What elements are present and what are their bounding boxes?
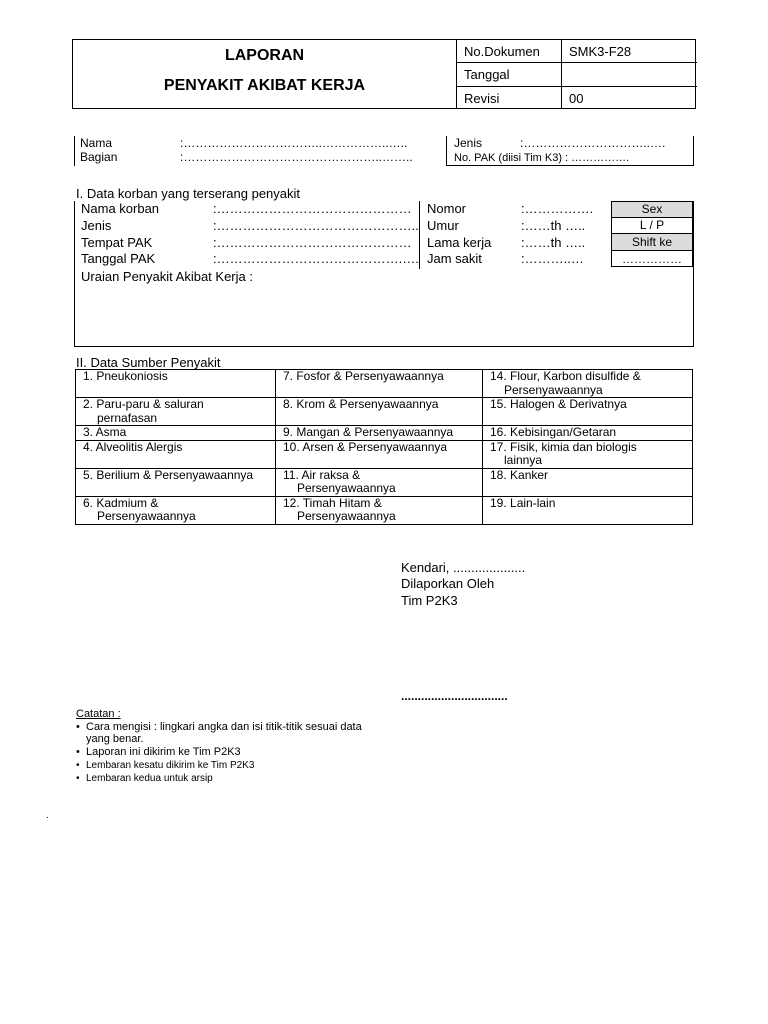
tanggal-pak-field[interactable]: :…………………………………….…. [213, 251, 419, 266]
nama-label: Nama [80, 136, 113, 150]
tanggal-label: Tanggal [464, 67, 510, 82]
table-row [76, 426, 693, 441]
table-cell[interactable]: 17. Fisik, kimia dan biologis lainnya [483, 440, 693, 468]
notes-title: Catatan : [76, 708, 121, 720]
note-item: • Cara mengisi : lingkari angka dan isi titik-titik sesuai data [86, 721, 362, 734]
reported-by-label: Dilaporkan Oleh [401, 576, 495, 591]
table-cell[interactable]: 10. Arsen & Persenyawaannya [276, 440, 483, 468]
stray-dot: . [46, 810, 49, 821]
revisi-value: 00 [569, 91, 584, 106]
disease-source-table [75, 369, 693, 525]
table-cell[interactable]: 4. Alveolitis Alergis [76, 440, 276, 468]
jam-sakit-label: Jam sakit [427, 251, 482, 266]
table-cell[interactable]: 19. Lain-lain [483, 496, 693, 524]
jenis-label: Jenis [454, 136, 483, 150]
umur-label: Umur [427, 218, 459, 233]
table-cell[interactable]: 5. Berilium & Persenyawaannya [76, 468, 276, 496]
note-item: • Laporan ini dikirim ke Tim P2K3 [86, 746, 241, 759]
note-item-continued: yang benar. [86, 733, 144, 745]
bagian-field[interactable]: :…………………………………………..…….. [180, 150, 413, 164]
lama-kerja-label: Lama kerja [427, 235, 492, 250]
table-cell[interactable]: 16. Kebisingan/Getaran [483, 426, 693, 441]
table-row [76, 440, 693, 468]
table-cell[interactable]: 8. Krom & Persenyawaannya [276, 398, 483, 426]
table-cell[interactable]: 9. Mangan & Persenyawaannya [276, 426, 483, 441]
revisi-label: Revisi [464, 91, 500, 106]
umur-field[interactable]: :……th ….. [521, 218, 586, 233]
table-row [76, 468, 693, 496]
team-label: Tim P2K3 [401, 593, 458, 608]
shift-label: Shift ke [612, 234, 692, 250]
note-item: • Lembaran kesatu dikirim ke Tim P2K3 [86, 760, 254, 772]
table-row [76, 496, 693, 524]
table-cell[interactable]: 7. Fosfor & Persenyawaannya [276, 370, 483, 398]
uraian-label: Uraian Penyakit Akibat Kerja : [81, 269, 253, 284]
no-pak-field[interactable]: No. PAK (diisi Tim K3) : ……………. [454, 152, 630, 164]
lama-kerja-field[interactable]: :……th ….. [521, 235, 586, 250]
jenis-field[interactable]: :…………………………..…. [520, 136, 666, 150]
jam-sakit-field[interactable]: :………..… [521, 251, 584, 266]
table-cell[interactable]: 18. Kanker [483, 468, 693, 496]
victim-data-box [74, 201, 694, 347]
jenis-korban-label: Jenis [81, 218, 112, 233]
nomor-field[interactable]: :……………. [521, 201, 594, 216]
sex-label: Sex [612, 202, 692, 217]
no-dokumen-value: SMK3-F28 [569, 44, 632, 59]
note-item: • Lembaran kedua untuk arsip [86, 773, 213, 785]
table-cell[interactable]: 6. Kadmium & Persenyawaannya [76, 496, 276, 524]
nama-korban-field[interactable]: :……………………………………… [213, 201, 412, 216]
jenis-korban-field[interactable]: :……………………………………….. [213, 218, 419, 233]
nomor-label: Nomor [427, 201, 467, 216]
document-header [72, 39, 696, 109]
table-cell[interactable]: 14. Flour, Karbon disulfide & Persenyawaannya [483, 370, 693, 398]
title-line2: PENYAKIT AKIBAT KERJA [163, 77, 366, 94]
title-line1: LAPORAN [224, 47, 305, 64]
place-date[interactable]: Kendari, .................... [401, 560, 526, 575]
tanggal-pak-label: Tanggal PAK [81, 251, 156, 266]
table-row [76, 398, 693, 426]
table-cell[interactable]: 2. Paru-paru & saluran pernafasan [76, 398, 276, 426]
table-cell[interactable]: 3. Asma [76, 426, 276, 441]
section1-heading: I. Data korban yang terserang penyakit [76, 186, 301, 201]
table-row [76, 370, 693, 398]
sex-shift-box [611, 201, 693, 267]
tempat-pak-label: Tempat PAK [81, 235, 153, 250]
signature-line[interactable]: ................................ [401, 689, 508, 703]
bagian-label: Bagian [80, 150, 118, 164]
table-cell[interactable]: 12. Timah Hitam & Persenyawaannya [276, 496, 483, 524]
table-cell[interactable]: 15. Halogen & Derivatnya [483, 398, 693, 426]
tempat-pak-field[interactable]: :……………………………………… [213, 235, 412, 250]
nama-field[interactable]: :……………………………..……………..….. [180, 136, 408, 150]
no-dokumen-label: No.Dokumen [464, 44, 540, 59]
table-cell[interactable]: 11. Air raksa & Persenyawaannya [276, 468, 483, 496]
sex-value[interactable]: L / P [639, 218, 665, 232]
section2-heading: II. Data Sumber Penyakit [76, 355, 221, 370]
nama-korban-label: Nama korban [81, 201, 160, 216]
identity-box [74, 136, 694, 166]
table-cell[interactable]: 1. Pneukoniosis [76, 370, 276, 398]
shift-value[interactable]: …………… [622, 252, 682, 266]
